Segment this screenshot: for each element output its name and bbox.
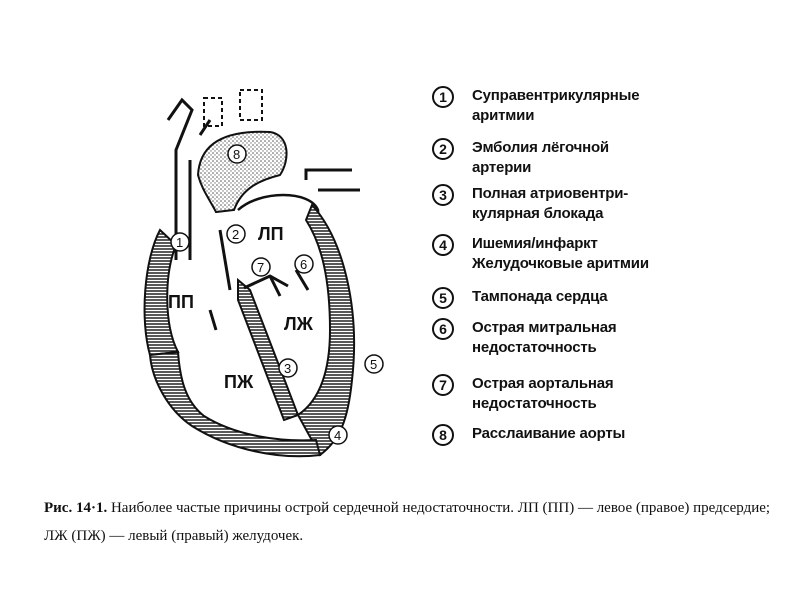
marker-7	[252, 258, 270, 276]
legend-text: Расслаивание аорты	[472, 425, 626, 442]
marker-3	[279, 359, 297, 377]
svg-text:5: 5	[370, 357, 378, 372]
legend-number: 5	[432, 287, 454, 309]
marker-6	[295, 255, 313, 273]
svg-text:4: 4	[334, 428, 342, 443]
legend-item	[432, 287, 607, 309]
svg-text:1: 1	[176, 235, 184, 250]
aorta	[198, 132, 287, 212]
figure-caption	[44, 494, 794, 550]
legend-item	[432, 318, 616, 358]
legend-number: 8	[432, 424, 454, 446]
svg-text:7: 7	[257, 260, 265, 275]
caption-text: Наиболее частые причины острой сердечной недостаточности. ЛП (ПП) — левое (правое) предсердие; ЛЖ (ПЖ) — левый (правый) желудочек.	[44, 500, 771, 544]
legend-text: Полная атриовентри- кулярная блокада	[472, 185, 629, 222]
legend-item	[432, 424, 625, 446]
legend-text: Острая аортальная недостаточность	[472, 375, 614, 412]
legend-item	[432, 138, 609, 178]
caption-prefix: Рис. 14·1.	[44, 500, 108, 516]
label-ra: ПП	[168, 292, 194, 312]
label-la: ЛП	[258, 224, 284, 244]
svg-text:2: 2	[232, 227, 240, 242]
svg-text:3: 3	[284, 361, 292, 376]
legend-number: 6	[432, 318, 454, 340]
label-rv: ПЖ	[224, 372, 254, 392]
marker-4	[329, 426, 347, 444]
marker-2	[227, 225, 245, 243]
legend-number: 4	[432, 234, 454, 256]
legend-item	[432, 184, 628, 224]
heart-diagram	[120, 80, 420, 480]
legend-text: Суправентрикулярные аритмии	[472, 87, 640, 124]
legend-item	[432, 86, 639, 126]
legend-item	[432, 234, 649, 274]
marker-5	[365, 355, 383, 373]
legend-text: Тампонада сердца	[472, 288, 608, 305]
legend-text: Эмболия лёгочной артерии	[472, 139, 609, 176]
legend-number: 7	[432, 374, 454, 396]
legend-number: 1	[432, 86, 454, 108]
marker-8	[228, 145, 246, 163]
legend-text: Острая митральная недостаточность	[472, 319, 617, 356]
interventricular-septum	[238, 280, 298, 420]
legend-item	[432, 374, 613, 414]
label-lv: ЛЖ	[284, 314, 313, 334]
marker-1	[171, 233, 189, 251]
svg-text:8: 8	[233, 147, 241, 162]
legend-text: Ишемия/инфаркт Желудочковые аритмии	[472, 235, 649, 272]
svg-text:6: 6	[300, 257, 308, 272]
legend-number: 2	[432, 138, 454, 160]
legend-number: 3	[432, 184, 454, 206]
